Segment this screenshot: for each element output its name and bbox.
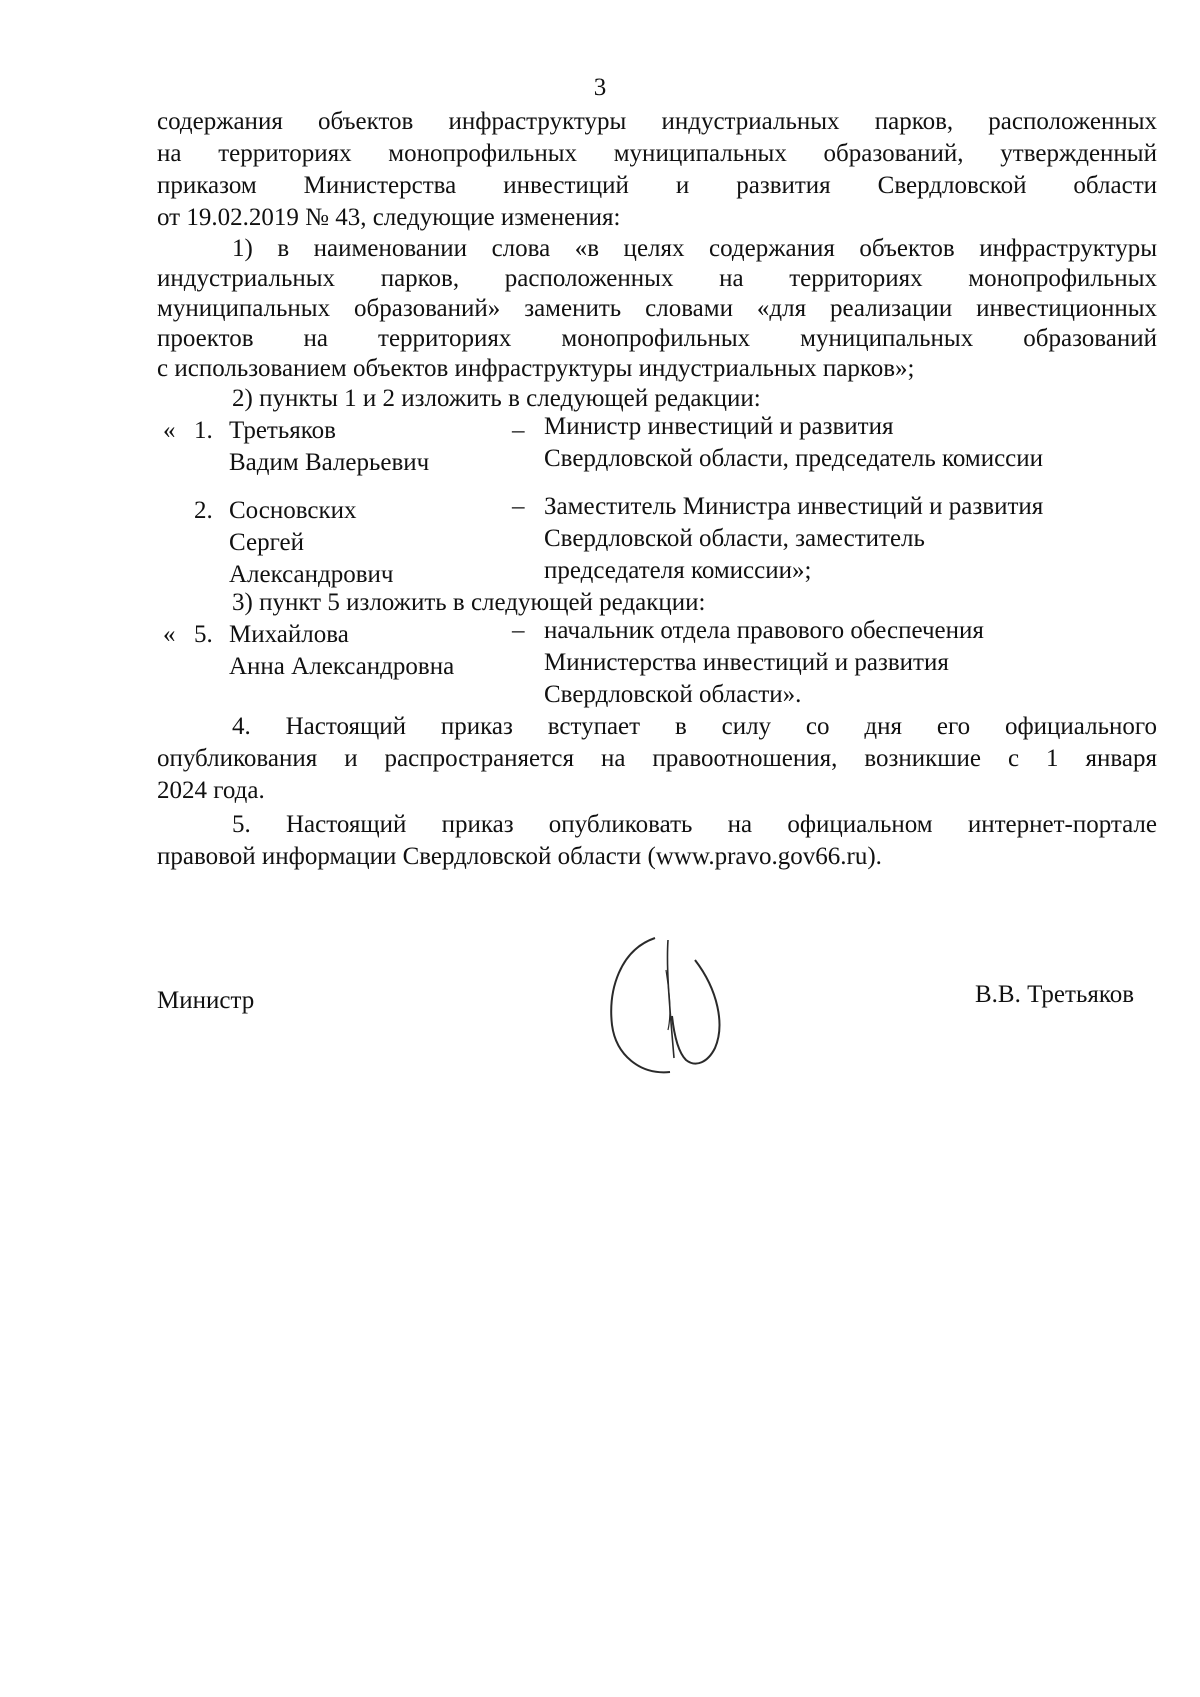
member5-number: 5. [194, 621, 213, 648]
item2-intro: 2) пункты 1 и 2 изложить в следующей редакции: [232, 385, 761, 412]
member1-number: 1. [194, 417, 213, 444]
para5-line-1: 5. Настоящий приказ опубликовать на официальном интернет-портале [232, 811, 1157, 838]
member5-role-line-3: Свердловской области». [544, 681, 802, 708]
intro-line-4: от 19.02.2019 № 43, следующие изменения: [157, 204, 621, 231]
member1-name-line-1: Третьяков [229, 417, 336, 444]
member1-quote: « [163, 417, 176, 444]
member2-name-line-1: Сосновских [229, 497, 357, 524]
para4-line-2: опубликования и распространяется на правоотношения, возникшие с 1 января [157, 745, 1157, 772]
member2-dash: – [512, 493, 525, 520]
handwritten-signature [600, 930, 740, 1080]
item1-line-1: 1) в наименовании слова «в целях содержания объектов инфраструктуры [232, 235, 1157, 262]
member2-name-line-2: Сергей [229, 529, 304, 556]
item1-line-4: проектов на территориях монопрофильных муниципальных образований [157, 325, 1157, 352]
member5-role-line-1: начальник отдела правового обеспечения [544, 617, 984, 644]
intro-line-2: на территориях монопрофильных муниципальных образований, утвержденный [157, 140, 1157, 167]
member5-dash: – [512, 617, 525, 644]
member2-role-line-1: Заместитель Министра инвестиций и развития [544, 493, 1044, 520]
signatory-name: В.В. Третьяков [975, 981, 1135, 1008]
intro-line-3: приказом Министерства инвестиций и развития Свердловской области [157, 172, 1157, 199]
signature-position-title: Министр [157, 987, 255, 1014]
para4-line-1: 4. Настоящий приказ вступает в силу со дня его официального [232, 713, 1157, 740]
member5-name-line-1: Михайлова [229, 621, 349, 648]
member5-name-line-2: Анна Александровна [229, 653, 455, 680]
member1-name-line-2: Вадим Валерьевич [229, 449, 430, 476]
member1-dash: – [512, 417, 525, 444]
member5-quote: « [163, 621, 176, 648]
member1-role-line-2: Свердловской области, председатель комиссии [544, 445, 1044, 472]
item1-line-5: с использованием объектов инфраструктуры индустриальных парков»; [157, 355, 915, 382]
intro-line-1: содержания объектов инфраструктуры индустриальных парков, расположенных [157, 108, 1157, 135]
member2-role-line-3: председателя комиссии»; [544, 557, 812, 584]
member2-role-line-2: Свердловской области, заместитель [544, 525, 925, 552]
member2-name-line-3: Александрович [229, 561, 394, 588]
member1-role-line-1: Министр инвестиций и развития [544, 413, 894, 440]
item1-line-2: индустриальных парков, расположенных на территориях монопрофильных [157, 265, 1157, 292]
para4-line-3: 2024 года. [157, 777, 265, 804]
item1-line-3: муниципальных образований» заменить словами «для реализации инвестиционных [157, 295, 1157, 322]
member5-role-line-2: Министерства инвестиций и развития [544, 649, 949, 676]
member2-number: 2. [194, 497, 213, 524]
item3-intro: 3) пункт 5 изложить в следующей редакции: [232, 589, 706, 616]
para5-line-2: правовой информации Свердловской области (www.pravo.gov66.ru). [157, 843, 882, 870]
page-number: 3 [593, 74, 607, 101]
